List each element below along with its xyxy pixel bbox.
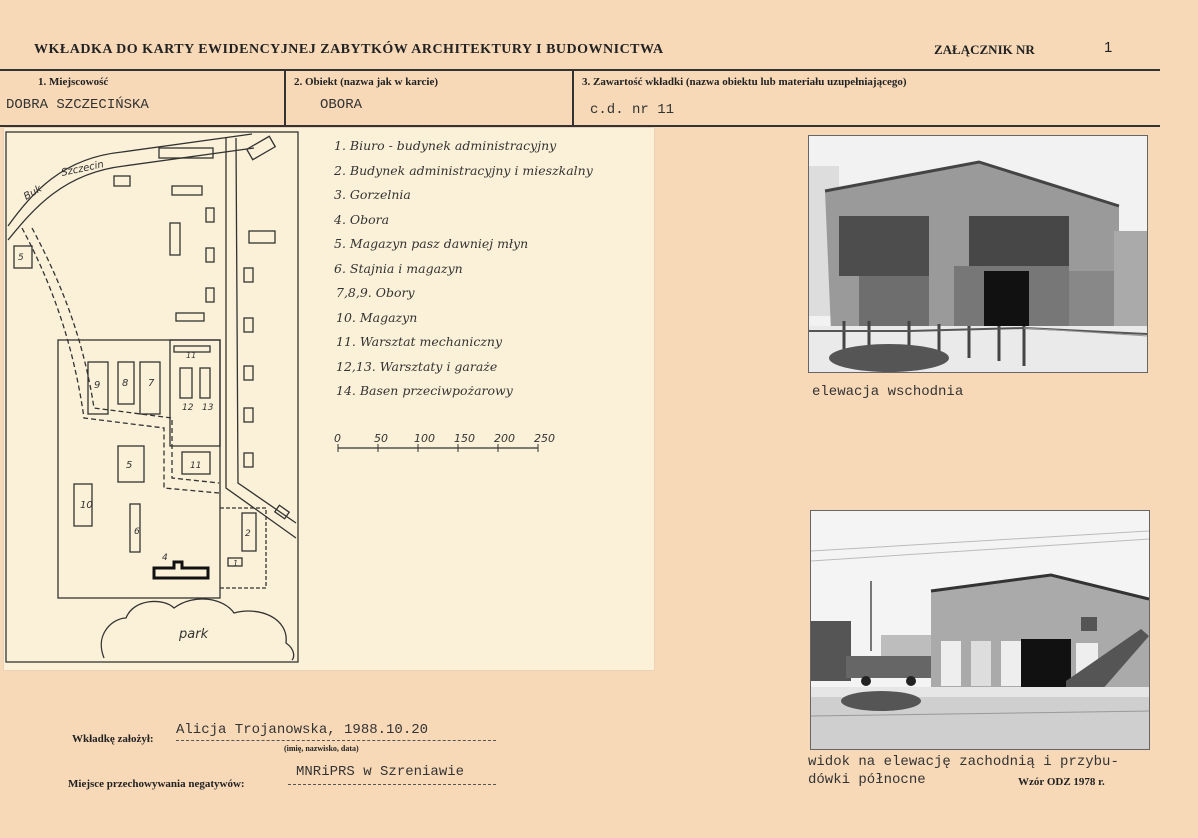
- num-11-top: 11: [186, 351, 197, 360]
- building-b: [114, 176, 130, 186]
- fence-2: [220, 508, 266, 588]
- scale-tick-label: 50: [374, 432, 388, 445]
- num-11: 11: [190, 461, 202, 471]
- road-label-szczecin: Szczecin: [60, 159, 105, 179]
- photo-west-elevation: [810, 510, 1150, 750]
- contents-value: c.d. nr 11: [590, 102, 675, 118]
- building-k: [176, 313, 204, 321]
- founder-underline: [176, 740, 496, 742]
- locality-label: 1. Miejscowość: [38, 76, 109, 88]
- legend-item: 6. Stajnia i magazyn: [334, 260, 463, 276]
- building-g: [249, 231, 275, 243]
- building-12: [180, 368, 192, 398]
- header-rule: [0, 69, 1160, 71]
- building-m: [244, 366, 253, 380]
- num-6: 6: [134, 527, 140, 537]
- photo-east-caption: elewacja wschodnia: [812, 384, 964, 400]
- building-j: [206, 288, 214, 302]
- building-e: [206, 208, 214, 222]
- legend-item: 4. Obora: [334, 211, 390, 227]
- legend-item: 1. Biuro - budynek administracyjny: [334, 138, 557, 153]
- document-title: WKŁADKA DO KARTY EWIDENCYJNEJ ZABYTKÓW ARCHITEKTURY I BUDOWNICTWA: [34, 42, 664, 57]
- num-9: 9: [94, 380, 101, 391]
- legend-item: 2. Budynek administracyjny i mieszkalny: [334, 162, 593, 178]
- legend: [334, 138, 644, 428]
- scale-tick-label: 100: [414, 432, 435, 445]
- photo-west-image: [811, 511, 1149, 749]
- num-5: 5: [126, 460, 133, 471]
- annex-number: 1: [1104, 39, 1113, 56]
- field-divider-2: [572, 70, 574, 126]
- photo-west-caption-line1: widok na elewację zachodnią i przybu-: [808, 754, 1119, 770]
- scale-tick-label: 150: [454, 432, 475, 445]
- building-a: [159, 148, 213, 158]
- num-5-top: 5: [18, 253, 24, 263]
- road-label-buk: Buk: [22, 183, 44, 203]
- photo-east-image: [809, 136, 1147, 372]
- map-frame: [6, 132, 298, 662]
- locality-value: DOBRA SZCZECIŃSKA: [6, 97, 149, 113]
- num-4: 4: [162, 553, 168, 563]
- num-12: 12: [182, 403, 194, 413]
- legend-item: 5. Magazyn pasz dawniej młyn: [334, 236, 529, 251]
- contents-label: 3. Zawartość wkładki (nazwa obiektu lub materiału uzupełniającego): [582, 76, 907, 88]
- scale-tick-label: 250: [534, 432, 555, 445]
- storage-label: Miejsce przechowywania negatywów:: [68, 778, 245, 790]
- num-8: 8: [122, 378, 129, 389]
- fields-rule: [0, 125, 1160, 127]
- building-4-obora: [154, 562, 208, 578]
- building-i: [244, 268, 253, 282]
- legend-item: 3. Gorzelnia: [334, 187, 411, 202]
- founder-value: Alicja Trojanowska, 1988.10.20: [176, 722, 429, 738]
- photo-east-elevation: [808, 135, 1148, 373]
- storage-underline: [288, 784, 496, 786]
- founder-label: Wkładkę założył:: [72, 733, 154, 745]
- legend-item: 10. Magazyn: [336, 309, 418, 325]
- field-divider-1: [284, 70, 286, 126]
- num-1: 1: [233, 559, 239, 568]
- scale-bar: [334, 432, 555, 452]
- num-10: 10: [80, 500, 93, 511]
- site-plan-sheet: [4, 128, 654, 670]
- storage-value: MNRiPRS w Szreniawie: [296, 764, 465, 780]
- building-l: [244, 318, 253, 332]
- building-o: [244, 453, 253, 467]
- scale-tick-label: 200: [494, 432, 515, 445]
- object-label: 2. Obiekt (nazwa jak w karcie): [294, 76, 439, 88]
- founder-hint: (imię, nazwisko, data): [284, 744, 359, 753]
- legend-item: 7,8,9. Obory: [336, 285, 415, 300]
- photo-west-caption-line2: dówki północne: [808, 772, 926, 788]
- building-c: [172, 186, 202, 195]
- num-13: 13: [202, 403, 214, 413]
- legend-item: 11. Warsztat mechaniczny: [336, 334, 503, 349]
- park-label: park: [179, 627, 209, 642]
- legend-item: 12,13. Warsztaty i garaże: [336, 358, 498, 374]
- road-right-outer: [236, 138, 296, 523]
- road-top: [8, 148, 254, 240]
- num-2: 2: [245, 529, 251, 539]
- object-value: OBORA: [320, 97, 363, 113]
- form-code: Wzór ODZ 1978 r.: [1018, 776, 1105, 788]
- building-h: [206, 248, 214, 262]
- legend-item: 14. Basen przeciwpożarowy: [336, 383, 513, 398]
- building-f: [170, 223, 180, 255]
- scale-tick-label: 0: [334, 432, 341, 445]
- building-13: [200, 368, 210, 398]
- num-7: 7: [148, 378, 155, 389]
- annex-label: ZAŁĄCZNIK NR: [934, 42, 1035, 57]
- building-n: [244, 408, 253, 422]
